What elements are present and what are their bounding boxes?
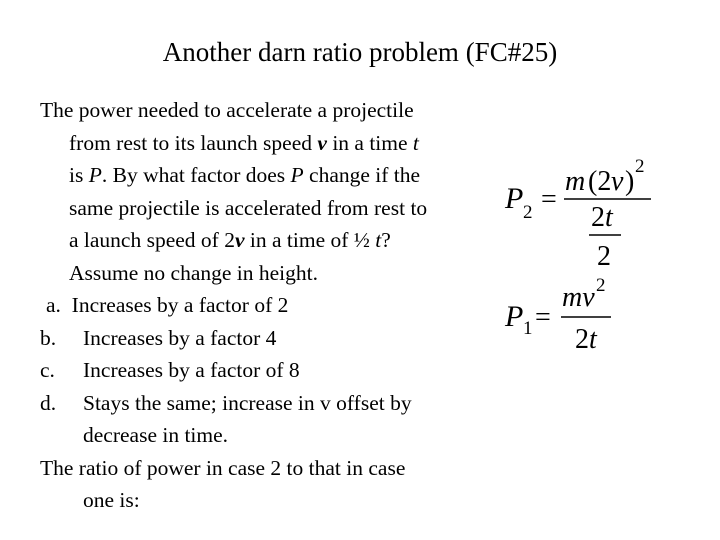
p2-inner-den-2: 2 [591,202,605,233]
var-p: P [290,163,304,187]
p1-num-mv: mv [562,282,595,313]
question-text: Assume no change in height. [69,260,318,285]
option-text: decrease in time. [83,423,229,447]
option-c [40,354,490,387]
question-text: in a time [326,130,413,155]
p2-equals: = [541,184,557,215]
question-text: . By what factor does [101,163,291,187]
p1-num-exp: 2 [596,275,606,296]
p2-num-open: (2 [588,166,612,197]
question-line-4 [40,192,490,225]
option-b [40,322,490,355]
p2-inner-den-t: t [605,202,613,233]
question-line-6 [40,257,490,290]
conclusion-text: one is: [83,488,140,512]
p2-num-m: m [565,166,586,197]
question-line-3 [40,159,490,192]
var-p: P [88,163,102,187]
equation-p2 [505,150,675,275]
conclusion-text: The ratio of power in case 2 to that in case [40,455,406,480]
option-letter: c. [40,358,55,382]
question-text: is [69,163,89,187]
var-t: t [375,228,382,252]
p1-den-2: 2 [575,324,589,355]
question-text: a launch speed of 2 [69,228,235,252]
question-text: in a time of ½ [244,228,376,252]
question-text: from rest to its launch speed [69,130,318,155]
slide-title: Another darn ratio problem (FC#25) [162,37,558,67]
question-text: The power needed to accelerate a projectile [40,98,414,122]
question-line-1 [40,94,490,127]
var-t: t [412,130,419,155]
question-text: same projectile is accelerated from rest to [69,195,428,220]
option-letter: a. [46,293,61,317]
option-d-continuation [40,419,490,452]
p2-outer-den: 2 [597,241,611,272]
option-letter: d. [40,390,57,415]
equation-p2-svg [505,150,675,275]
p2-subscript: 2 [523,202,533,223]
option-text: Stays the same; increase in v offset by [83,390,412,415]
conclusion-line-1 [40,452,490,485]
question-line-2 [40,127,490,160]
var-v: v [234,228,245,252]
option-letter: b. [40,325,57,350]
question-line-5 [40,224,490,257]
p2-num-exp: 2 [635,156,645,177]
var-v: v [317,130,327,155]
question-text: ? [381,228,391,252]
option-d [40,387,490,420]
conclusion-line-2 [40,484,490,517]
question-body [40,94,490,517]
p1-den-t: t [589,324,597,355]
equation-p1 [505,275,655,358]
option-a [40,289,490,322]
question-text: change if the [303,163,421,187]
equation-p1-svg [505,275,655,358]
p2-var: P [505,182,524,215]
p1-var: P [505,300,524,333]
option-text: Increases by a factor of 2 [71,293,289,317]
p1-equals: = [535,302,551,333]
p2-num-close: ) [625,166,635,197]
p1-subscript: 1 [523,318,533,339]
option-text: Increases by a factor of 8 [83,358,300,382]
option-text: Increases by a factor 4 [83,325,277,350]
p2-num-v: v [611,166,624,197]
